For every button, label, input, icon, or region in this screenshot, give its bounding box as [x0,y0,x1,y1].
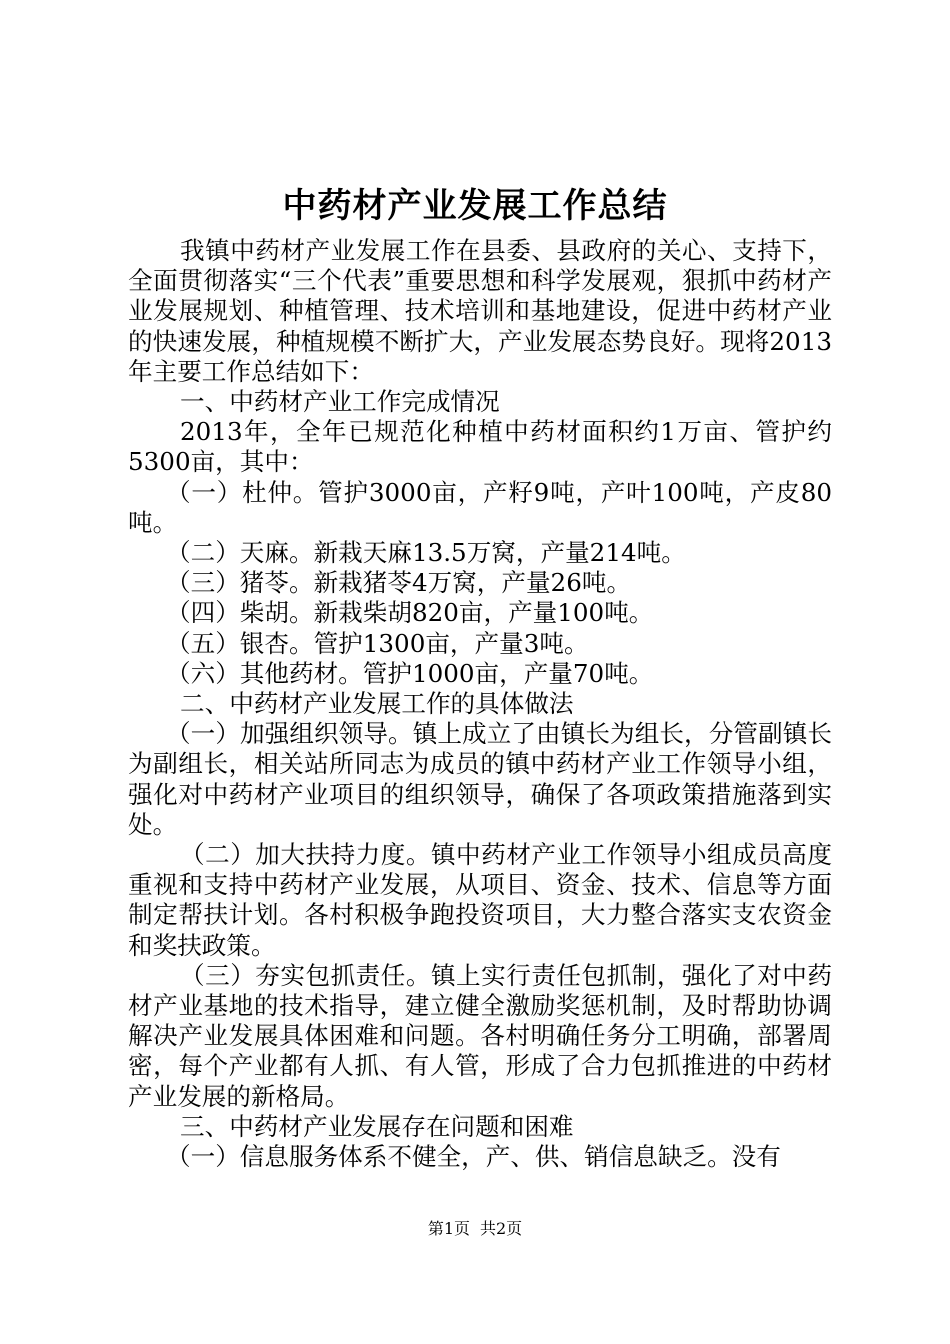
section-heading-2: 二、中药材产业发展工作的具体做法 [180,689,574,719]
list-item-tianma: （二）天麻。新栽天麻13.5万窝，产量214吨。 [166,538,686,568]
list-item-chaihu: （四）柴胡。新栽柴胡820亩，产量100吨。 [166,598,654,628]
section-heading-3: 三、中药材产业发展存在问题和困难 [180,1111,574,1141]
list-item-duzhong: （一）杜仲。管护3000亩，产籽9吨，产叶100吨，产皮80吨。 [128,477,832,537]
list-item-zhuling: （三）猪苓。新栽猪苓4万窝，产量26吨。 [166,568,632,598]
paragraph-summary-2013: 2013年，全年已规范化种植中药材面积约1万亩、管护约5300亩，其中： [128,417,832,477]
section-heading-1: 一、中药材产业工作完成情况 [180,387,500,417]
list-item-yinxing: （五）银杏。管护1300亩，产量3吨。 [166,628,589,658]
paragraph-intro: 我镇中药材产业发展工作在县委、县政府的关心、支持下，全面贯彻落实“三个代表”重要思想和科学发展观，狠抓中药材产业发展规划、种植管理、技术培训和基地建设，促进中药材产业的快速发展，种植规模不断扩大，产业发展态势良好。现将2013年主要工作总结如下： [128,236,832,386]
page-footer [0,1216,950,1239]
paragraph-organization: （一）加强组织领导。镇上成立了由镇长为组长，分管副镇长为副组长，相关站所同志为成员的镇中药材产业工作领导小组，强化对中药材产业项目的组织领导，确保了各项政策措施落到实处。 [128,719,832,839]
document-body [128,236,832,1172]
page-number: 第1页 [427,1219,470,1238]
paragraph-problem-1: （一）信息服务体系不健全，产、供、销信息缺乏。没有 [166,1142,781,1172]
paragraph-responsibility: （三）夯实包抓责任。镇上实行责任包抓制，强化了对中药材产业基地的技术指导，建立健全激励奖惩机制，及时帮助协调解决产业发展具体困难和问题。各村明确任务分工明确，部署周密，每个产业都有人抓、有人管，形成了合力包抓推进的中药材产业发展的新格局。 [128,960,832,1111]
document-title: 中药材产业发展工作总结 [282,186,668,226]
list-item-other: （六）其他药材。管护1000亩，产量70吨。 [166,658,654,688]
page-total: 共2页 [480,1219,523,1238]
paragraph-support: （二）加大扶持力度。镇中药材产业工作领导小组成员高度重视和支持中药材产业发展，从项目、资金、技术、信息等方面制定帮扶计划。各村积极争跑投资项目，大力整合落实支农资金和奖扶政策。 [128,840,832,960]
